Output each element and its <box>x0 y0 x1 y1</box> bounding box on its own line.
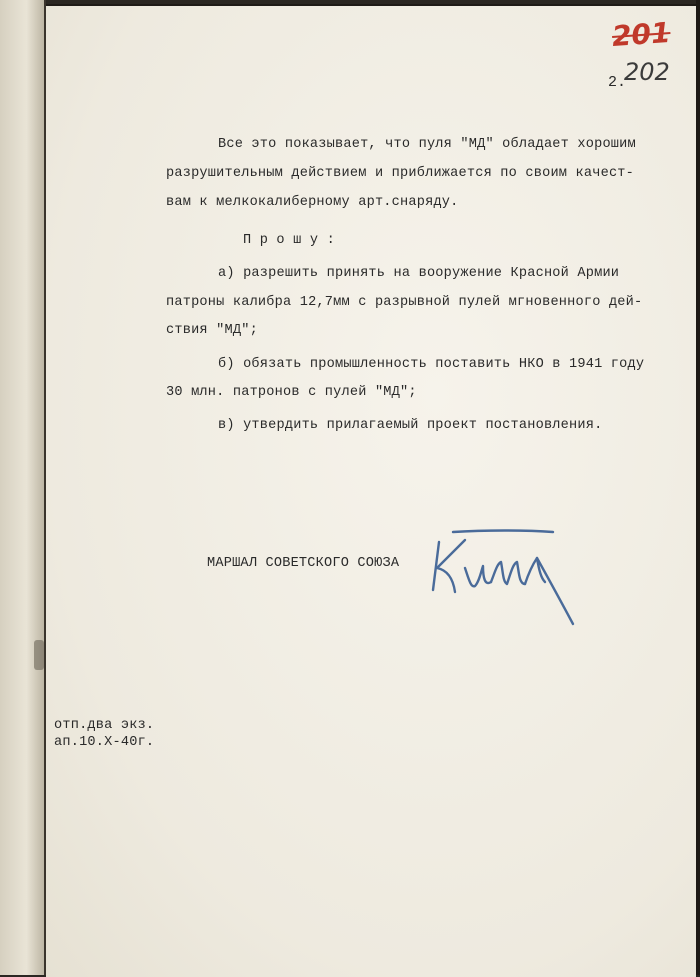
request-header: П р о ш у : <box>243 233 335 248</box>
item-a-line-2: патроны калибра 12,7мм с разрывной пулей мгновенного дей- <box>166 295 643 310</box>
paragraph-line-2: разрушительным действием и приближается по своим качест- <box>166 166 635 181</box>
archive-page-number: 201 <box>610 16 672 53</box>
item-a-line-1: а) разрешить принять на вооружение Красной Армии <box>218 266 620 281</box>
paragraph-line-1: Все это показывает, что пуля "МД" обладает хорошим <box>218 137 636 152</box>
footer-note-date: ап.10.Х-40г. <box>54 735 155 750</box>
page-number <box>608 58 670 92</box>
adjacent-page-edge <box>0 0 46 975</box>
signature <box>425 528 585 638</box>
signatory-title: МАРШАЛ СОВЕТСКОГО СОЮЗА <box>207 556 400 571</box>
binding-mark <box>34 640 44 670</box>
item-a-line-3: ствия "МД"; <box>166 323 258 338</box>
item-c-line-1: в) утвердить прилагаемый проект постановления. <box>218 418 603 433</box>
page-number-typed: 2. <box>608 74 627 91</box>
signature-text: Кулик <box>425 528 428 529</box>
paragraph-line-3: вам к мелкокалиберному арт.снаряду. <box>166 195 459 210</box>
scan-edge <box>696 0 700 975</box>
item-b-line-2: 30 млн. патронов с пулей "МД"; <box>166 385 417 400</box>
item-b-line-1: б) обязать промышленность поставить НКО в 1941 году <box>218 357 645 372</box>
page-number-handwritten: 202 <box>624 58 670 86</box>
footer-note-copies: отп.два экз. <box>54 718 155 733</box>
